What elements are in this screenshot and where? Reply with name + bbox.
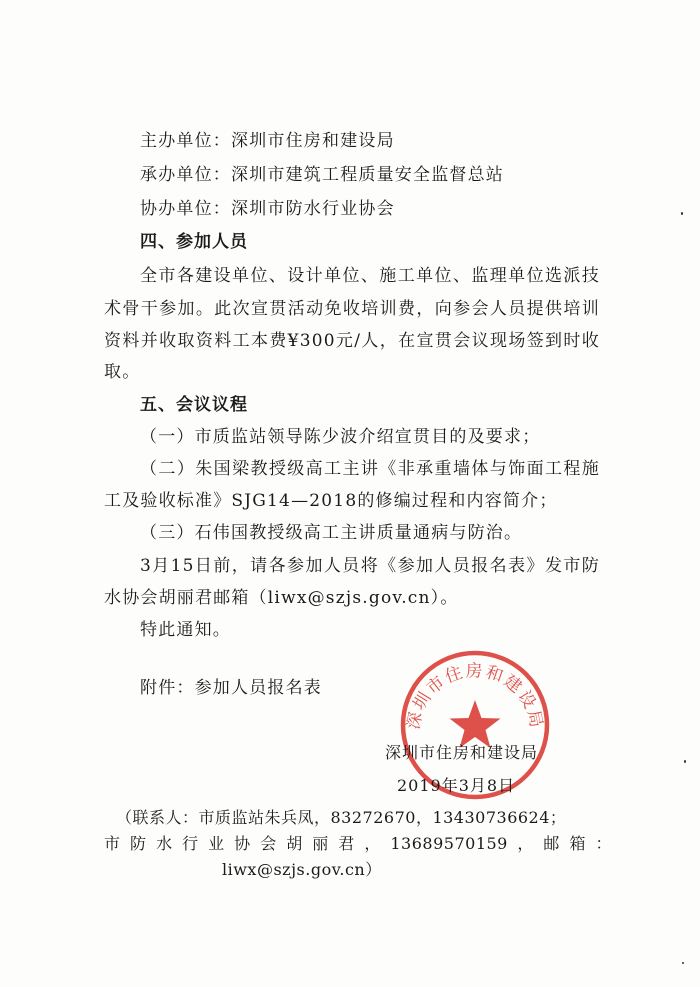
contact-line: 市防水行业协会胡丽君，13689570159，邮箱：	[104, 834, 612, 853]
signature-organization: 深圳市住房和建设局	[385, 743, 539, 762]
agenda-item: 工及验收标准》SJG14—2018的修编过程和内容简介；	[104, 491, 558, 511]
undertaking-organizer: 承办单位：深圳市建筑工程质量安全监督总站	[140, 165, 504, 185]
deadline-line: 3月15日前，请各参加人员将《参加人员报名表》发市防	[140, 556, 600, 576]
host-organizer: 主办单位：深圳市住房和建设局	[140, 131, 395, 151]
section-5-heading: 五、会议议程	[140, 395, 248, 415]
agenda-item: （二）朱国梁教授级高工主讲《非承重墙体与饰面工程施	[140, 459, 600, 479]
co-organizer: 协办单位：深圳市防水行业协会	[140, 199, 395, 219]
contact-line: （联系人：市质监站朱兵凤，83272670，13430736624；	[116, 808, 567, 827]
scan-speck	[684, 760, 686, 763]
deadline-line: 水协会胡丽君邮箱（liwx@szjs.gov.cn）。	[104, 588, 459, 608]
closing-text: 特此通知。	[140, 620, 231, 640]
agenda-item: （一）市质监站领导陈少波介绍宣贯目的及要求；	[140, 427, 541, 447]
contact-line: liwx@szjs.gov.cn）	[222, 860, 382, 879]
scan-speck	[682, 962, 684, 964]
section-4-line: 全市各建设单位、设计单位、施工单位、监理单位选派技	[140, 266, 600, 286]
section-4-line: 取。	[104, 362, 141, 382]
scan-speck	[681, 212, 683, 215]
section-4-heading: 四、参加人员	[140, 232, 248, 252]
section-4-line: 资料并收取资料工本费¥300元/人，在宣贯会议现场签到时收	[104, 331, 600, 351]
attachment-text: 附件：参加人员报名表	[140, 678, 322, 698]
seal-text: 深圳市住房和建设局	[403, 661, 547, 732]
section-4-line: 术骨干参加。此次宣贯活动免收培训费，向参会人员提供培训	[104, 299, 600, 319]
agenda-item: （三）石伟国教授级高工主讲质量通病与防治。	[140, 523, 523, 543]
signature-date: 2019年3月8日	[397, 776, 516, 795]
